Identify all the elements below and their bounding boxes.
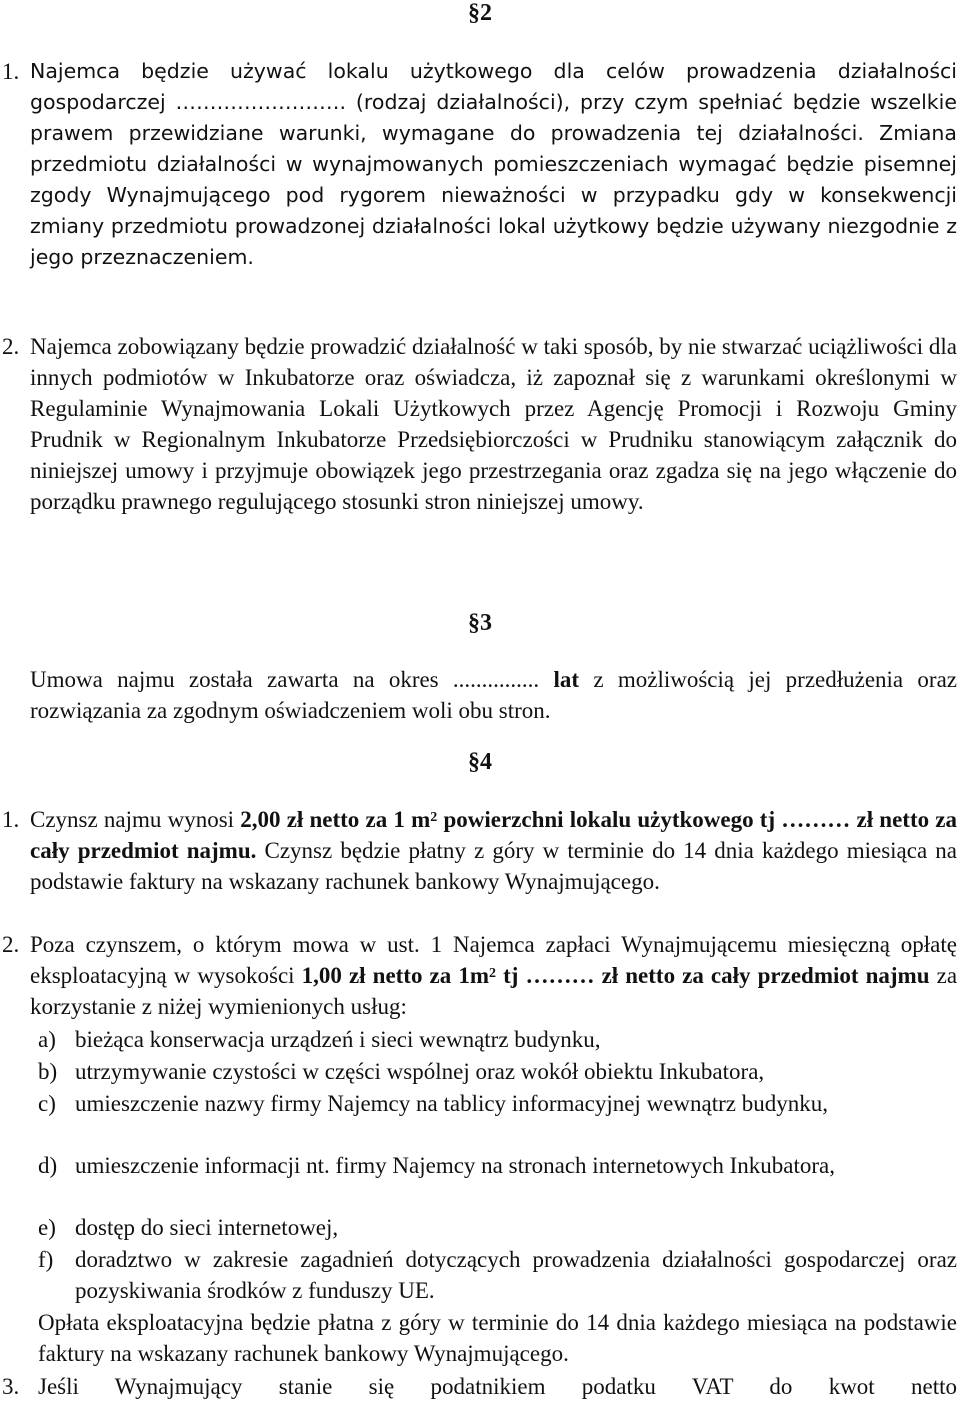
list-item-label: c) — [38, 1091, 56, 1116]
paragraph-text: Jeśli Wynajmujący stanie się podatnikiem podatku VAT do kwot netto — [38, 1374, 957, 1399]
paragraph-number: 3. — [2, 1374, 20, 1399]
list-item — [38, 1024, 957, 1055]
term-text-rest: z możliwością jej przedłużenia oraz rozwiązania za zgodnym oświadczeniem woli obu stron. — [30, 667, 958, 723]
fee-services-intro: za korzystanie z niżej wymienionych usług: — [30, 963, 958, 1019]
paragraph-number: 1. — [2, 59, 20, 84]
list-item-text: umieszczenie nazwy firmy Najemcy na tablicy informacyjnej wewnątrz budynku, — [75, 1091, 828, 1116]
list-item — [38, 1212, 957, 1243]
fee-intro: Poza czynszem, o którym mowa w ust. 1 Najemca zapłaci Wynajmującemu miesięczną opłatę eksploatacyjną w wysokości — [30, 932, 957, 988]
list-item — [38, 1150, 957, 1181]
list-item — [38, 1056, 957, 1087]
list-item-text: umieszczenie informacji nt. firmy Najemcy na stronach internetowych Inkubatora, — [75, 1153, 835, 1178]
rent-intro: Czynsz najmu wynosi — [30, 807, 235, 832]
paragraph-number: 1. — [2, 807, 20, 832]
term-text: Umowa najmu została zawarta na okres ............... — [30, 667, 540, 692]
paragraph-text — [30, 929, 957, 1022]
list-item-label: a) — [38, 1027, 56, 1052]
list-item-label: e) — [38, 1215, 56, 1240]
list-item-text: dostęp do sieci internetowej, — [75, 1215, 339, 1240]
rent-terms: Czynsz będzie płatny z góry w terminie do 14 dnia każdego miesiąca na podstawie faktury na wskazany rachunek bankowy Wynajmującego. — [30, 838, 958, 894]
list-item-label: f) — [38, 1247, 54, 1272]
section-4-heading: §4 — [468, 749, 492, 775]
paragraph-text: Najemca będzie używać lokalu użytkowego dla celów prowadzenia działalności gospodarczej ……………………. (rodzaj działalności), przy czym spełniać będzie wszelkie prawem przewidziane warunki, wymagane do prowadzenia tej działalności. Zmiana przedmiotu działalności w wynajmowanych pomieszczeniach wymagać będzie pisemnej zgody Wynajmującego pod rygorem nieważności w przypadku gdy w konsekwencji zmiany przedmiotu prowadzonej działalności lokal użytkowy będzie używany niezgodnie z jego przeznaczeniem. — [30, 59, 957, 269]
list-item-label: d) — [38, 1153, 58, 1178]
list-item-text: utrzymywanie czystości w części wspólnej oraz wokół obiektu Inkubatora, — [75, 1059, 765, 1084]
term-unit: lat — [553, 667, 580, 692]
paragraph-text: Najemca zobowiązany będzie prowadzić działalność w taki sposób, by nie stwarzać uciążliwości dla innych podmiotów w Inkubatorze oraz oświadcza, iż zapoznał się z warunkami określonymi w Regulaminie Wynajmowania Lokali Użytkowych przez Agencję Promocji i Rozwoju Gminy Prudnik w Regionalnym Inkubatorze Przedsiębiorczości w Prudniku stanowiącym załącznik do niniejszej umowy i przyjmuje obowiązek jego przestrzegania oraz zgadza się na jego włączenie do porządku prawnego regulującego stosunki stron niniejszej umowy. — [30, 334, 957, 514]
paragraph-number: 2. — [2, 932, 20, 957]
fee-amount: 1,00 zł netto za $1m^2$ tj ……… zł netto za cały przedmiot najmu — [301, 963, 930, 988]
list-item — [38, 1244, 957, 1306]
list-item — [38, 1088, 957, 1119]
list-item-text: doradztwo w zakresie zagadnień dotyczących prowadzenia działalności gospodarczej oraz pozyskiwania środków z funduszy UE. — [75, 1247, 957, 1303]
section-3-paragraph — [30, 664, 957, 726]
list-item-text: bieżąca konserwacja urządzeń i sieci wewnątrz budynku, — [75, 1027, 601, 1052]
paragraph-text — [30, 804, 957, 897]
paragraph-number: 2. — [2, 334, 20, 359]
section-3-heading: §3 — [468, 610, 492, 636]
section-2-heading: §2 — [468, 0, 492, 26]
list-item-label: b) — [38, 1059, 58, 1084]
fee-payment-note: Opłata eksploatacyjna będzie płatna z góry w terminie do 14 dnia każdego miesiąca na podstawie faktury na wskazany rachunek bankowy Wynajmującego. — [38, 1310, 957, 1366]
rent-amount: 2,00 zł netto za 1 $m^2$ powierzchni lokalu użytkowego tj ……… zł netto za cały przedmiot najmu. — [30, 807, 958, 863]
